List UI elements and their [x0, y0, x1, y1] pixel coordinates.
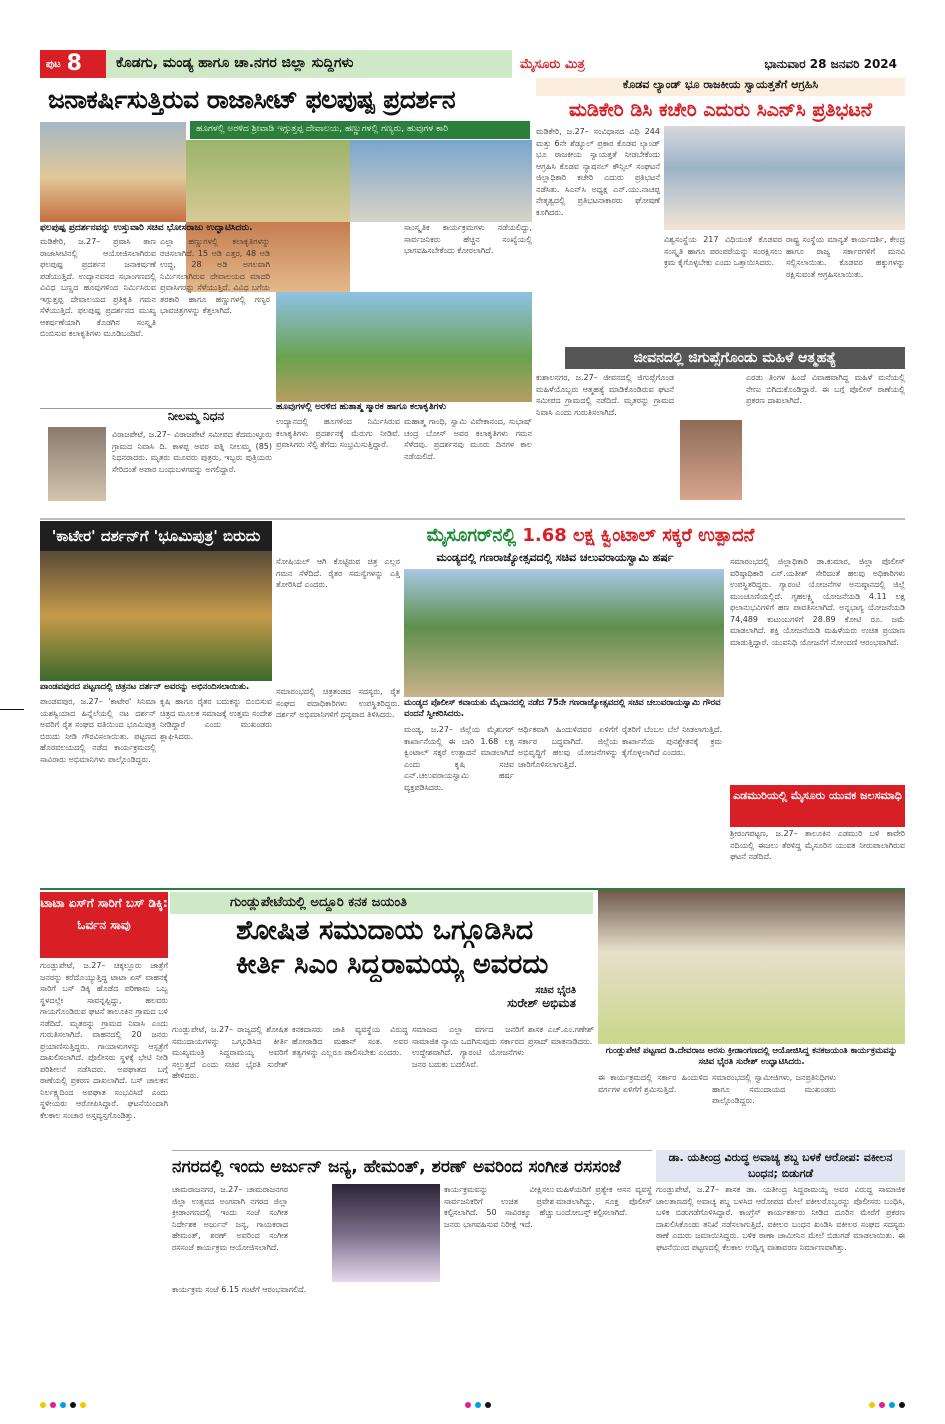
- protest-photo: [664, 126, 905, 230]
- kanaka-body-col6: ಸಮಾರಂಭದಲ್ಲಿ ಸ್ವಾಮೀಜಿಗಳು, ಜನಪ್ರತಿನಿಧಿಗಳು ಹಾಗೂ ಸಮುದಾಯದ ಮುಖಂಡರು ಪಾಲ್ಗೊಂಡಿದ್ದರು.: [712, 1073, 836, 1105]
- page-number: 8: [66, 51, 82, 76]
- flower-display-photo: [350, 140, 532, 222]
- masthead: [512, 50, 905, 78]
- obituary-body: ವಿರಾಜಪೇಟೆ, ಜ.27– ವಿರಾಜಪೇಟೆ ಸಮೀಪದ ಕೆದಮುಳ್ಳೂರು ಗ್ರಾಮದ ನಿವಾಸಿ ದಿ. ಕಾಳಪ್ಪ ಅವರ ಪತ್ನಿ ನೀಲಮ್ಮ (85) ನಿಧನರಾದರು. ಮೃತರು ಮೂವರು ಪುತ್ರರು, ಇಬ್ಬರು ಪುತ್ರಿಯರು ಸೇರಿದಂತೆ ಅಪಾರ ಬಂಧುಬಳಗವನ್ನು ಅಗಲಿದ್ದಾರೆ.: [112, 430, 272, 474]
- drowning-body: ಶ್ರೀರಂಗಪಟ್ಟಣ, ಜ.27– ತಾಲೂಕಿನ ಎಡಮುರಿ ಬಳಿ ಕಾವೇರಿ ನದಿಯಲ್ಲಿ ಈಜಲು ತೆರಳಿದ್ದ ಮೈಸೂರಿನ ಯುವಕ ನೀರುಪಾಲಾಗಿರುವ ಘಟನೆ ನಡೆದಿದೆ.: [730, 829, 905, 861]
- page-label: ಪುಟ: [46, 58, 61, 70]
- woman-portrait: [680, 420, 742, 500]
- yathindra-headline: ಡಾ. ಯತೀಂದ್ರ ವಿರುದ್ಧ ಅವಾಚ್ಯ ಶಬ್ದ ಬಳಕೆ ಆರೋಪ: ವಕೀಲನ ಬಂಧನ; ಬಿಡುಗಡೆ: [656, 1150, 905, 1182]
- flower-show-caption: ಫಲಪುಷ್ಪ ಪ್ರದರ್ಶನವನ್ನು ಉಸ್ತುವಾರಿ ಸಚಿವ ಭೋಸರಾಜು ಉದ್ಘಾಟಿಸಿದರು.: [40, 223, 253, 233]
- suicide-body-col1: ಕುಶಾಲನಗರ, ಜ.27– ಜೀವನದಲ್ಲಿ ಜಿಗುಪ್ಸೆಗೊಂಡ ಮಹಿಳೆಯೊಬ್ಬರು ಆತ್ಮಹತ್ಯೆ ಮಾಡಿಕೊಂಡಿರುವ ಘಟನೆ ಸಮೀಪದ ಗ್ರಾಮದಲ್ಲಿ ನಡೆದಿದೆ. ಮೃತರನ್ನು ಗ್ರಾಮದ ನಿವಾಸಿ ಎಂದು ಗುರುತಿಸಲಾಗಿದೆ.: [536, 373, 674, 417]
- kanaka-byline: [356, 985, 594, 1025]
- kanaka-body-col2: ಕನಕದಾಸರು ಜಾತಿ ವ್ಯವಸ್ಥೆಯ ವಿರುದ್ಧ ಹೋರಾಡಿದ ಮಹಾನ್ ಸಂತ. ಅವರ ತತ್ವಗಳನ್ನು ಎಲ್ಲರೂ ಪಾಲಿಸಬೇಕು ಎಂದರು.: [292, 1025, 408, 1057]
- music-body-col3: ಮಹಿಳೆಯರಿಗೆ ಪ್ರತ್ಯೇಕ ಆಸನ ವ್ಯವಸ್ಥೆ ಮಾಡಲಾಗಿದ್ದು, ಸೂಕ್ತ ಪೊಲೀಸ್ ಬಂದೋಬಸ್ತ್ ಕಲ್ಪಿಸಲಾಗಿದೆ.: [556, 1185, 652, 1217]
- katera-body-col3: ಸೋಷಿಯಲ್ ಆಗಿ ಕೊಟ್ಟಿರುವ ಚಿತ್ರ ಎಲ್ಲರ ಗಮನ ಸೆಳೆದಿದೆ. ರೈತರ ಸಮಸ್ಯೆಗಳನ್ನು ಎತ್ತಿ ತೋರಿಸಿದೆ ಎಂದರು.: [276, 557, 400, 589]
- monument-caption: ಹೂವುಗಳಲ್ಲಿ ಅರಳಿದ ಹುತಾತ್ಮ ಸ್ಮಾರಕ ಹಾಗೂ ಕಲಾಕೃತಿಗಳು: [276, 402, 447, 412]
- fruit-carving-photo: [186, 140, 350, 222]
- kanaka-body-col5: ಈ ಕಾರ್ಯಕ್ರಮದಲ್ಲಿ ಸರ್ಕಾರ ಹಿಂದುಳಿದ ವರ್ಗಗಳ ಏಳಿಗೆಗೆ ಶ್ರಮಿಸುತ್ತಿದೆ.: [598, 1073, 708, 1094]
- katera-body-col2: ಕೃಷಿ ಹಾಗೂ ರೈತರ ಬದುಕನ್ನು ಬಿಂಬಿಸುವ ಚಿತ್ರದ ಮೂಲಕ ಸಮಾಜಕ್ಕೆ ಉತ್ತಮ ಸಂದೇಶ ನೀಡಿದ್ದಾರೆ ಎಂದು ಮುಖಂಡರು ಶ್ಲಾಘಿಸಿದರು.: [160, 697, 272, 741]
- page-number-box: [40, 50, 106, 78]
- music-body-col1: ಚಾಮರಾಜನಗರ, ಜ.27– ಚಾಮರಾಜನಗರ ಜಿಲ್ಲಾ ಉತ್ಸವದ ಅಂಗವಾಗಿ ನಗರದ ಜಿಲ್ಲಾ ಕ್ರೀಡಾಂಗಣದಲ್ಲಿ ಇಂದು ಸಂಜೆ ಸಂಗೀತ ನಿರ್ದೇಶಕ ಅರ್ಜುನ್ ಜನ್ಯ, ಗಾಯಕರಾದ ಹೇಮಂತ್, ಶರಣ್ ಅವರಿಂದ ಸಂಗೀತ ರಸಸಂಜೆ ಕಾರ್ಯಕ್ರಮ ಆಯೋಜಿಸಲಾಗಿದೆ.: [172, 1185, 288, 1252]
- katera-body-col1: ಪಾಂಡವಪುರ, ಜ.27– 'ಕಾಟೇರ' ಸಿನಿಮಾ ಯಶಸ್ವಿಯಾದ ಹಿನ್ನೆಲೆಯಲ್ಲಿ ನಟ ದರ್ಶನ್ ಅವರಿಗೆ ರೈತ ಸಂಘದ ವತಿಯಿಂದ ಭೂಮಿಪುತ್ರ ಬಿರುದು ನೀಡಿ ಗೌರವಿಸಲಾಯಿತು. ಪಟ್ಟಣದ ಹೊರವಲಯದಲ್ಲಿ ನಡೆದ ಕಾರ್ಯಕ್ರಮದಲ್ಲಿ ಸಾವಿರಾರು ಅಭಿಮಾನಿಗಳು ಪಾಲ್ಗೊಂಡಿದ್ದರು.: [40, 697, 156, 764]
- protest-body-col1: ಮಡಿಕೇರಿ, ಜ.27– ಸಂವಿಧಾನದ ವಿಧಿ 244 ಮತ್ತು 6ನೇ ಶೆಡ್ಯೂಲ್ ಪ್ರಕಾರ ಕೊಡವ ಲ್ಯಾಂಡ್ ಭೂ ರಾಜಕೀಯ ಸ್ವಾಯತ್ತತೆ ನೀಡಬೇಕೆಂದು ಆಗ್ರಹಿಸಿ ಕೊಡವ ನ್ಯಾಷನಲ್ ಕೌನ್ಸಿಲ್ ಸಂಘಟನೆ ಜಿಲ್ಲಾಧಿಕಾರಿ ಕಚೇರಿ ಎದುರು ಪ್ರತಿಭಟನೆ ನಡೆಸಿತು. ಸಿಎನ್‌ಸಿ ಅಧ್ಯಕ್ಷ ಎನ್.ಯು.ನಾಚಪ್ಪ ನೇತೃತ್ವದಲ್ಲಿ ಪ್ರತಿಭಟನಾಕಾರರು ಘೋಷಣೆ ಕೂಗಿದರು.: [536, 127, 660, 217]
- kanaka-headline-line1: ಶೋಷಿತ ಸಮುದಾಯ ಒಗ್ಗೂಡಿಸಿದ: [236, 915, 534, 946]
- color-dots-right: [869, 1402, 905, 1412]
- katera-body-col4: ಸಮಾರಂಭದಲ್ಲಿ ಚಿತ್ರತಂಡದ ಸದಸ್ಯರು, ರೈತ ಸಂಘದ ಪದಾಧಿಕಾರಿಗಳು ಉಪಸ್ಥಿತರಿದ್ದರು. ದರ್ಶನ್ ಅಭಿಮಾನಿಗಳಿಗೆ ಧನ್ಯವಾದ ತಿಳಿಸಿದರು.: [276, 687, 400, 719]
- kanaka-headline-line2: ಕೀರ್ತಿ ಸಿಎಂ ಸಿದ್ದರಾಮಯ್ಯ ಅವರದು: [236, 949, 549, 980]
- kanaka-byline-line2: ಸುರೇಶ್ ಅಭಿಮತ: [507, 996, 576, 1010]
- singer-photo: [332, 1184, 440, 1282]
- protest-body-col3: ರಾಷ್ಟ್ರ ಸಂಸ್ಥೆಯ ಮಾನ್ಯತೆ ಕಾರ್ಯದರ್ಶಿ, ಕೇಂದ್ರ ಹಾಗೂ ರಾಜ್ಯ ಸರ್ಕಾರಗಳಿಗೆ ಮನವಿ ಸಲ್ಲಿಸಲಾಯಿತು. ಕೊಡವರ ಹಕ್ಕುಗಳನ್ನು ರಕ್ಷಿಸುವಂತೆ ಆಗ್ರಹಿಸಲಾಯಿತು.: [786, 235, 905, 279]
- kanaka-body-col4: ಶಾಸಕ ಎಚ್.ಎಂ.ಗಣೇಶ್ ಪ್ರಸಾದ್ ಮಾತನಾಡಿದರು.: [528, 1025, 594, 1046]
- color-dots-center: [465, 1402, 491, 1412]
- katera-headline: 'ಕಾಟೇರ' ದರ್ಶನ್‌ಗೆ 'ಭೂಮಿಪುತ್ರ' ಬಿರುದು: [40, 521, 272, 551]
- drowning-headline: ಎಡಮುರಿಯಲ್ಲಿ ಮೈಸೂರು ಯುವಕ ಜಲಸಮಾಧಿ: [730, 785, 905, 827]
- flower-body-col4: ಮಹಾತ್ಮ ಗಾಂಧಿ, ಸ್ವಾಮಿ ವಿವೇಕಾನಂದ, ಸುಭಾಷ್ ಚಂದ್ರ ಬೋಸ್ ಅವರ ಕಲಾಕೃತಿಗಳು ಗಮನ ಸೆಳೆದವು. ಪ್ರದರ್ಶನವು ಮೂರು ದಿನಗಳ ಕಾಲ ನಡೆಯಲಿದೆ.: [404, 417, 532, 461]
- flower-body-col2: ಎಲ್ಲಾ ಹಣ್ಣುಗಳಲ್ಲಿ ಕಲಾಕೃತಿಗಳನ್ನು ರಚಿಸಲಾಗಿದೆ. 15 ಅಡಿ ಎತ್ತರ, 48 ಅಡಿ ಉದ್ದ, 28 ಅಡಿ ಅಗಲವಾಗಿ ನಿರ್ಮಿಸಲಾಗಿರುವ ದೇವಾಲಯದ ಮಾದರಿ ಪ್ರವಾಸಿಗರನ್ನು ಸೆಳೆಯುತ್ತಿದೆ. ವಿವಿಧ ಬಗೆಯ ತರಕಾರಿ ಹಾಗೂ ಹಣ್ಣುಗಳಲ್ಲಿ ಗಣ್ಯರ ಭಾವಚಿತ್ರಗಳನ್ನು ಕೆತ್ತಲಾಗಿದೆ.: [160, 237, 270, 315]
- kanaka-byline-line1: ಸಚಿವ ಭೈರತಿ: [535, 985, 576, 996]
- sugar-headline-part1: ಮೈಸೂಗರ್‌ನಲ್ಲಿ: [426, 525, 523, 546]
- parade-caption: ಮಂಡ್ಯದ ಪೊಲೀಸ್ ಕವಾಯತು ಮೈದಾನದಲ್ಲಿ ನಡೆದ 75ನೇ ಗಣರಾಜ್ಯೋತ್ಸವದಲ್ಲಿ ಸಚಿವ ಚಲುವರಾಯಸ್ವಾಮಿ ಗೌರವ ವಂದನೆ ಸ್ವೀಕರಿಸಿದರು.: [404, 698, 721, 719]
- obituary-portrait: [48, 427, 106, 501]
- registration-marks: [40, 1402, 905, 1412]
- suicide-headline: ಜೀವನದಲ್ಲಿ ಜಿಗುಪ್ಸೆಗೊಂಡು ಮಹಿಳೆ ಆತ್ಮಹತ್ಯೆ: [565, 347, 905, 369]
- margin-mark: [0, 709, 24, 710]
- issue-date: ಭಾನುವಾರ 28 ಜನವರಿ 2024: [764, 56, 897, 71]
- protest-kicker: ಕೊಡವ ಲ್ಯಾಂಡ್ ಭೂ ರಾಜಕೀಯ ಸ್ವಾಯತ್ತತೆಗೆ ಆಗ್ರಹಿಸಿ: [536, 78, 905, 96]
- temple-flower-photo: [40, 122, 186, 222]
- republic-day-parade-photo: [404, 569, 724, 697]
- color-dots-left: [40, 1402, 86, 1412]
- sugar-body-col4: ಸಮಾರಂಭದಲ್ಲಿ ಜಿಲ್ಲಾಧಿಕಾರಿ ಡಾ.ಕುಮಾರ, ಜಿಲ್ಲಾ ಪೊಲೀಸ್ ವರಿಷ್ಠಾಧಿಕಾರಿ ಎನ್.ಯತೀಶ್ ಸೇರಿದಂತೆ ಹಲವು ಅಧಿಕಾರಿಗಳು ಉಪಸ್ಥಿತರಿದ್ದರು. ಗ್ಯಾರಂಟಿ ಯೋಜನೆಗಳ ಅನುಷ್ಠಾನದಲ್ಲಿ ಜಿಲ್ಲೆ ಮುಂಚೂಣಿಯಲ್ಲಿದೆ. ಗೃಹಲಕ್ಷ್ಮಿ ಯೋಜನೆಯಡಿ 4.11 ಲಕ್ಷ ಫಲಾನುಭವಿಗಳಿಗೆ ಹಣ ಪಾವತಿಸಲಾಗಿದೆ. ಅನ್ನಭಾಗ್ಯ ಯೋಜನೆಯಡಿ 74,489 ಕುಟುಂಬಗಳಿಗೆ 28.89 ಕೋಟಿ ರೂ. ಜಮೆ ಮಾಡಲಾಗಿದೆ. ಶಕ್ತಿ ಯೋಜನೆಯಡಿ ಮಹಿಳೆಯರು ಉಚಿತ ಪ್ರಯಾಣ ಮಾಡುತ್ತಿದ್ದಾರೆ. ಯುವನಿಧಿ ಯೋಜನೆಗೆ ನೋಂದಣಿ ಆರಂಭವಾಗಿದೆ.: [730, 557, 905, 647]
- suicide-body-col2: ಎರಡು ತಿಂಗಳ ಹಿಂದೆ ವಿವಾಹವಾಗಿದ್ದ ಮಹಿಳೆ ಮನೆಯಲ್ಲಿ ನೇಣು ಬಿಗಿದುಕೊಂಡಿದ್ದಾರೆ. ಈ ಬಗ್ಗೆ ಪೊಲೀಸ್ ಠಾಣೆಯಲ್ಲಿ ಪ್ರಕರಣ ದಾಖಲಾಗಿದೆ.: [746, 373, 905, 405]
- katera-caption: ಪಾಂಡವಪುರದ ಪಟ್ಟಣದಲ್ಲಿ ಚಿತ್ರನಟ ದರ್ಶನ್ ಅವರನ್ನು ಅಭಿನಂದಿಸಲಾಯಿತು.: [40, 682, 250, 692]
- obituary: [40, 408, 272, 514]
- kanaka-body-col1: ಗುಂಡ್ಲುಪೇಟೆ, ಜ.27– ರಾಜ್ಯದಲ್ಲಿ ಶೋಷಿತ ಸಮುದಾಯಗಳನ್ನು ಒಗ್ಗೂಡಿಸಿದ ಕೀರ್ತಿ ಮುಖ್ಯಮಂತ್ರಿ ಸಿದ್ದರಾಮಯ್ಯ ಅವರಿಗೆ ಸಲ್ಲುತ್ತದೆ ಎಂದು ಸಚಿವ ಭೈರತಿ ಸುರೇಶ್ ಹೇಳಿದರು.: [172, 1025, 288, 1080]
- accident-headline: ಟಾಟಾ ಏಸ್‌ಗೆ ಸಾರಿಗೆ ಬಸ್ ಡಿಕ್ಕಿ: ಓರ್ವನ ಸಾವು: [40, 892, 168, 958]
- sugar-headline-part2: 1.68 ಲಕ್ಷ ಕ್ವಿಂಟಾಲ್ ಸಕ್ಕರೆ ಉತ್ಪಾದನೆ: [522, 525, 755, 546]
- flower-show-subheadline: ಹೂಗಳಲ್ಲಿ ಅರಳಿದ ಶ್ರೀವಾಡಿ ಇಗ್ಗುತ್ತಪ್ಪ ದೇವಾಲಯ, ಹಣ್ಣುಗಳಲ್ಲಿ ಗಣ್ಯರು, ಹುವುಗಳ ಕಾರಿ: [190, 121, 530, 139]
- protest-body-col2: ವಿಶ್ವಸಂಸ್ಥೆಯ 217 ವಿಧಿಯಂತೆ ಕೊಡವರ ಸಂಸ್ಕೃತಿ ಹಾಗೂ ಪರಂಪರೆಯನ್ನು ಸಂರಕ್ಷಿಸಲು ಕ್ರಮ ಕೈಗೊಳ್ಳಬೇಕು ಎಂದು ಒತ್ತಾಯಿಸಿದರು.: [664, 235, 782, 267]
- flower-show-headline: ಜನಾಕರ್ಷಿಸುತ್ತಿರುವ ರಾಜಾಸೀಟ್ ಫಲಪುಷ್ಪ ಪ್ರದರ್ಶನ: [48, 85, 456, 114]
- obituary-title: ನೀಲಮ್ಮ ನಿಧನ: [167, 409, 225, 423]
- garden-monument-photo: [276, 292, 532, 402]
- sugar-body-col3: ರೈತರಿಗೆ ಬೆಂಬಲ ಬೆಲೆ ನೀಡಲಾಗುತ್ತಿದೆ. ಕಾರ್ಖಾನೆಯ ಪುನಶ್ಚೇತನಕ್ಕೆ ಕ್ರಮ ಕೈಗೊಳ್ಳಲಾಗಿದೆ ಎಂದರು.: [622, 725, 722, 757]
- section-divider: [40, 518, 905, 520]
- darshan-felicitation-photo: [40, 551, 272, 681]
- kanaka-body-col3: ಸಮಾಜದ ಎಲ್ಲಾ ವರ್ಗದ ಜನರಿಗೆ ಸಾಮಾಜಿಕ ನ್ಯಾಯ ಒದಗಿಸುವುದು ಸರ್ಕಾರದ ಉದ್ದೇಶವಾಗಿದೆ. ಗ್ಯಾರಂಟಿ ಯೋಜನೆಗಳು ಜನರ ಬದುಕು ಬದಲಿಸಿವೆ.: [412, 1025, 524, 1069]
- music-body-col2: ಕಾರ್ಯಕ್ರಮವನ್ನು ವೀಕ್ಷಿಸಲು ಸಾರ್ವಜನಿಕರಿಗೆ ಉಚಿತ ಪ್ರವೇಶ ಕಲ್ಪಿಸಲಾಗಿದೆ. 50 ಸಾವಿರಕ್ಕೂ ಹೆಚ್ಚು ಜನರು ಭಾಗವಹಿಸುವ ನಿರೀಕ್ಷೆ ಇದೆ.: [444, 1185, 554, 1229]
- newspaper-name: ಮೈಸೂರು ಮಿತ್ರ: [520, 56, 585, 72]
- sugar-body-col1: ಮಂಡ್ಯ, ಜ.27– ಜಿಲ್ಲೆಯ ಮೈಶುಗರ್ ಕಾರ್ಖಾನೆಯಲ್ಲಿ ಈ ಬಾರಿ 1.68 ಲಕ್ಷ ಕ್ವಿಂಟಾಲ್ ಸಕ್ಕರೆ ಉತ್ಪಾದನೆ ಮಾಡಲಾಗಿದೆ ಎಂದು ಕೃಷಿ ಸಚಿವ ಎನ್.ಚಲುವರಾಯಸ್ವಾಮಿ ಹರ್ಷ ವ್ಯಕ್ತಪಡಿಸಿದರು.: [404, 725, 514, 792]
- sugar-headline: [276, 521, 905, 551]
- flower-body-col3: ಉದ್ಯಾನದಲ್ಲಿ ಹೂಗಳಿಂದ ನಿರ್ಮಿಸಿರುವ ಕಲಾಕೃತಿಗಳು ಪ್ರದರ್ಶನಕ್ಕೆ ಮೆರುಗು ನೀಡಿವೆ. ಪ್ರವಾಸಿಗರು ಸೆಲ್ಫಿ ತೆಗೆದು ಸಂಭ್ರಮಿಸುತ್ತಿದ್ದಾರೆ.: [276, 417, 400, 449]
- flower-body-col1: ಮಡಿಕೇರಿ, ಜ.27– ಪ್ರವಾಸಿ ತಾಣ ರಾಜಾಸೀಟಿನಲ್ಲಿ ಆಯೋಜಿಸಲಾಗಿರುವ ಫಲಪುಷ್ಪ ಪ್ರದರ್ಶನ ಜನಾಕರ್ಷಣೆ ಪಡೆಯುತ್ತಿದೆ. ಉದ್ಯಾನವನದ ಸಭಾಂಗಣದಲ್ಲಿ ವಿವಿಧ ಬಣ್ಣದ ಹೂವುಗಳಿಂದ ನಿರ್ಮಿಸಿರುವ ಇಗ್ಗುತ್ತಪ್ಪ ದೇವಾಲಯದ ಪ್ರತಿಕೃತಿ ಗಮನ ಸೆಳೆಯುತ್ತಿದೆ. ಫಲಪುಷ್ಪ ಪ್ರದರ್ಶನದ ಮುಖ್ಯ ಆಕರ್ಷಣೆಯಾಗಿ ಕೊಡಗಿನ ಸಂಸ್ಕೃತಿ ಬಿಂಬಿಸುವ ಕಲಾಕೃತಿಗಳು ಮೂಡಿಬಂದಿವೆ.: [40, 237, 156, 338]
- kanaka-section-header: ಗುಂಡ್ಲುಪೇಟೆಯಲ್ಲಿ ಅದ್ದೂರಿ ಕನಕ ಜಯಂತಿ: [170, 892, 593, 914]
- yathindra-body: ಗುಂಡ್ಲುಪೇಟೆ, ಜ.27– ಶಾಸಕ ಡಾ. ಯತೀಂದ್ರ ಸಿದ್ದರಾಮಯ್ಯ ಅವರ ವಿರುದ್ಧ ಸಾಮಾಜಿಕ ಜಾಲತಾಣದಲ್ಲಿ ಅವಾಚ್ಯ ಶಬ್ದ ಬಳಸಿದ ಆರೋಪದ ಮೇಲೆ ವಕೀಲರೊಬ್ಬರನ್ನು ಪೊಲೀಸರು ಬಂಧಿಸಿ, ಬಳಿಕ ಬಿಡುಗಡೆಗೊಳಿಸಿದ್ದಾರೆ. ಕಾಂಗ್ರೆಸ್ ಕಾರ್ಯಕರ್ತರು ನೀಡಿದ ದೂರಿನ ಮೇರೆಗೆ ಪ್ರಕರಣ ದಾಖಲಿಸಿಕೊಂಡು ತನಿಖೆ ನಡೆಸಲಾಗುತ್ತಿದೆ. ವಕೀಲರ ಬಂಧನ ಖಂಡಿಸಿ ವಕೀಲರ ಸಂಘದ ಸದಸ್ಯರು ಠಾಣೆ ಎದುರು ಜಮಾಯಿಸಿದ್ದರು. ಬಳಿಕ ಠಾಣಾ ಜಾಮೀನಿನ ಮೇಲೆ ಬಿಡುಗಡೆ ಮಾಡಲಾಯಿತು. ಈ ಘಟನೆಯಿಂದ ಪಟ್ಟಣದಲ್ಲಿ ಕೆಲಕಾಲ ಉದ್ವಿಗ್ನ ವಾತಾವರಣ ನಿರ್ಮಾಣವಾಗಿತ್ತು.: [656, 1185, 905, 1252]
- music-body-col4: ಕಾರ್ಯಕ್ರಮ ಸಂಜೆ 6.15 ಗಂಟೆಗೆ ಆರಂಭವಾಗಲಿದೆ.: [172, 1285, 307, 1294]
- music-headline: ನಗರದಲ್ಲಿ ಇಂದು ಅರ್ಜುನ್ ಜನ್ಯ, ಹೇಮಂತ್, ಶರಣ್ ಅವರಿಂದ ಸಂಗೀತ ರಸಸಂಜೆ: [172, 1150, 652, 1182]
- sugar-body-col2: ಆರ್ಥಿಕವಾಗಿ ಹಿಂದುಳಿದವರ ಏಳಿಗೆಗೆ ಸರ್ಕಾರ ಬದ್ಧವಾಗಿದೆ. ಜಿಲ್ಲೆಯ ಅಭಿವೃದ್ಧಿಗೆ ಹಲವು ಯೋಜನೆಗಳನ್ನು ಜಾರಿಗೊಳಿಸಲಾಗುತ್ತಿದೆ.: [518, 725, 618, 769]
- kanaka-caption: ಗುಂಡ್ಲುಪೇಟೆ ಪಟ್ಟಣದ ಡಿ.ದೇವರಾಜ ಅರಸು ಕ್ರೀಡಾಂಗಣದಲ್ಲಿ ಆಯೋಜಿಸಿದ್ದ ಕನಕಜಯಂತಿ ಕಾರ್ಯಕ್ರಮವನ್ನು ಸಚಿವ ಭೈರತಿ ಸುರೇಶ್ ಉದ್ಘಾಟಿಸಿದರು.: [605, 1046, 898, 1067]
- kanaka-event-photo: [598, 890, 905, 1044]
- accident-body: ಗುಂಡ್ಲುಪೇಟೆ, ಜ.27– ಚಿಕ್ಕಲ್ಲೂರು ಜಾತ್ರೆಗೆ ಜನರನ್ನು ಕರೆದೊಯ್ಯುತ್ತಿದ್ದ ಟಾಟಾ ಏಸ್ ವಾಹನಕ್ಕೆ ಸಾರಿಗೆ ಬಸ್ ಡಿಕ್ಕಿ ಹೊಡೆದ ಪರಿಣಾಮ ಒಬ್ಬ ಸ್ಥಳದಲ್ಲೇ ಸಾವನ್ನಪ್ಪಿದ್ದು, ಹಲವರು ಗಾಯಗೊಂಡಿರುವ ಘಟನೆ ತಾಲೂಕಿನ ಗ್ರಾಮದ ಬಳಿ ನಡೆದಿದೆ. ಮೃತರನ್ನು ಗ್ರಾಮದ ನಿವಾಸಿ ಎಂದು ಗುರುತಿಸಲಾಗಿದೆ. ವಾಹನದಲ್ಲಿ 20 ಜನರು ಪ್ರಯಾಣಿಸುತ್ತಿದ್ದರು. ಗಾಯಾಳುಗಳನ್ನು ಆಸ್ಪತ್ರೆಗೆ ದಾಖಲಿಸಲಾಗಿದೆ. ಪೊಲೀಸರು ಸ್ಥಳಕ್ಕೆ ಭೇಟಿ ನೀಡಿ ಪರಿಶೀಲನೆ ನಡೆಸಿದರು. ಅಪಘಾತದ ಬಗ್ಗೆ ಠಾಣೆಯಲ್ಲಿ ಪ್ರಕರಣ ದಾಖಲಾಗಿದೆ. ಬಸ್ ಚಾಲಕನ ನಿರ್ಲಕ್ಷ್ಯದಿಂದ ಅಪಘಾತ ಸಂಭವಿಸಿದೆ ಎಂದು ಸ್ಥಳೀಯರು ಆರೋಪಿಸಿದ್ದಾರೆ. ಘಟನೆಯಿಂದಾಗಿ ಕೆಲಕಾಲ ಸಂಚಾರ ಅಸ್ತವ್ಯಸ್ತಗೊಂಡಿತ್ತು.: [40, 961, 168, 1120]
- flower-body-col5: ಸಾಂಸ್ಕೃತಿಕ ಕಾರ್ಯಕ್ರಮಗಳು ನಡೆಯಲಿದ್ದು, ಸಾರ್ವಜನಿಕರು ಹೆಚ್ಚಿನ ಸಂಖ್ಯೆಯಲ್ಲಿ ಭಾಗವಹಿಸಬೇಕೆಂದು ಕೋರಲಾಗಿದೆ.: [404, 223, 532, 255]
- protest-headline: ಮಡಿಕೇರಿ ಡಿಸಿ ಕಚೇರಿ ಎದುರು ಸಿಎನ್‌ಸಿ ಪ್ರತಿಭಟನೆ: [568, 99, 873, 121]
- sugar-subheadline: ಮಂಡ್ಯದಲ್ಲಿ ಗಣರಾಜ್ಯೋತ್ಸವದಲ್ಲಿ ಸಚಿವ ಚಲುವರಾಯಸ್ವಾಮಿ ಹರ್ಷ: [436, 551, 674, 564]
- section-header: ಕೊಡಗು, ಮಂಡ್ಯ ಹಾಗೂ ಚಾ.ನಗರ ಜಿಲ್ಲಾ ಸುದ್ದಿಗಳು: [106, 50, 512, 78]
